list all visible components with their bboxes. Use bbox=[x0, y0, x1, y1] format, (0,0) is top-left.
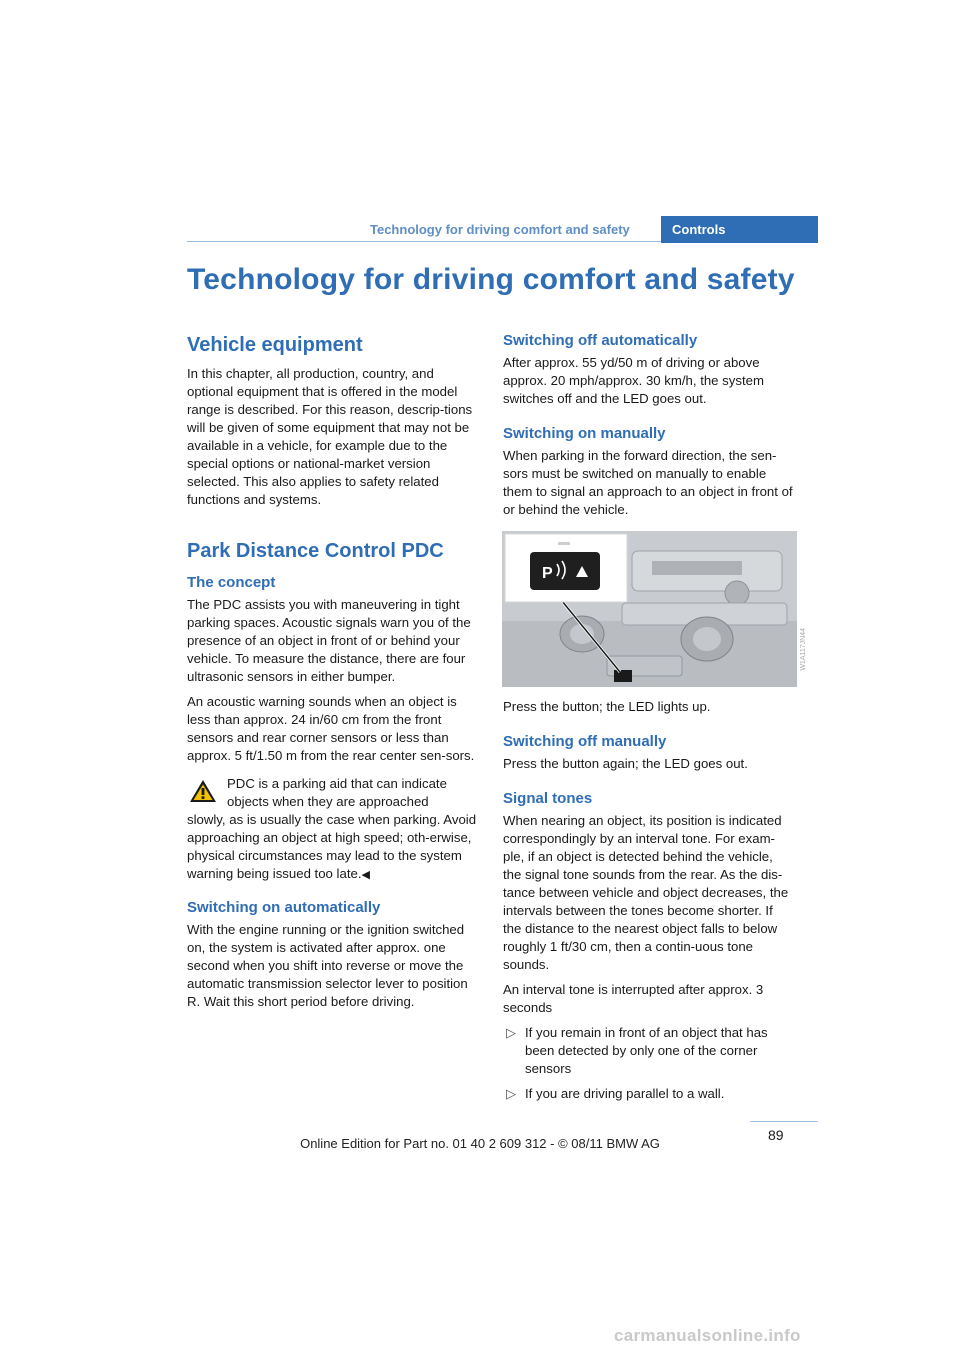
switching-on-automatically-text: With the engine running or the ignition switched on, the system is activated after approx. one second when you shift into reverse or move the automatic transmission selector lever to position R. Wait this short period before driving. bbox=[187, 922, 468, 1009]
pdc-button-label: P bbox=[542, 565, 553, 582]
warning-text-first: PDC is a parking aid that can indicate objects when they are approached bbox=[227, 776, 447, 809]
right-column-top bbox=[503, 331, 794, 526]
header-rule bbox=[187, 241, 661, 242]
figure-caption: Press the button; the LED lights up. bbox=[503, 699, 711, 714]
heading-switching-off-automatically: Switching off automatically bbox=[503, 332, 698, 349]
running-header-tab: Controls bbox=[661, 216, 818, 243]
center-console-image bbox=[502, 531, 797, 687]
left-column bbox=[187, 333, 478, 1018]
watermark: carmanualsonline.info bbox=[614, 1326, 801, 1345]
switching-off-manually-text: Press the button again; the LED goes out. bbox=[503, 756, 748, 771]
heading-switching-on-manually: Switching on manually bbox=[503, 425, 666, 442]
right-column-bottom bbox=[503, 698, 794, 1110]
page-number-rule bbox=[750, 1121, 818, 1122]
warning-text-rest: slowly, as is usually the case when parking. Avoid approaching an object at high speed; oth-erwise, physical circumstances may lead to the system warning being issued too late. bbox=[187, 812, 477, 881]
list-item-text: If you are driving parallel to a wall. bbox=[525, 1086, 725, 1101]
heading-switching-on-automatically: Switching on automatically bbox=[187, 899, 381, 916]
warning-triangle-icon bbox=[189, 779, 217, 803]
list-item bbox=[503, 1085, 794, 1103]
switching-on-manually-text: When parking in the forward direction, the sen-sors must be switched on manually to enable them to signal an approach to an object in front of or behind the vehicle. bbox=[503, 448, 793, 517]
page-number: 89 bbox=[768, 1127, 784, 1143]
concept-paragraph-2: An acoustic warning sounds when an object is less than approx. 24 in/60 cm from the front sensors and rear corner sensors or less than approx. 5 ft/1.50 m from the rear center sen-sors. bbox=[187, 694, 475, 763]
heading-switching-off-manually: Switching off manually bbox=[503, 733, 667, 750]
end-mark: ◀ bbox=[361, 869, 370, 881]
heading-concept: The concept bbox=[187, 574, 276, 591]
warning-text-rest-wrap bbox=[187, 811, 478, 884]
list-item bbox=[503, 1024, 794, 1078]
heading-pdc: Park Distance Control PDC bbox=[187, 540, 444, 562]
footer-edition: Online Edition for Part no. 01 40 2 609 312 - © 08/11 BMW AG bbox=[300, 1136, 660, 1151]
running-header-section: Technology for driving comfort and safety bbox=[370, 222, 630, 237]
pdc-button-figure bbox=[502, 531, 797, 687]
heading-signal-tones: Signal tones bbox=[503, 790, 593, 807]
concept-paragraph-1: The PDC assists you with maneuvering in tight parking spaces. Acoustic signals warn you of the presence of an object in front of or behind your vehicle. To measure the distance, there are four ultrasonic sensors in either bumper. bbox=[187, 597, 471, 684]
heading-vehicle-equipment: Vehicle equipment bbox=[187, 334, 363, 356]
bullet-marker-icon: ▷ bbox=[506, 1025, 517, 1040]
page-title: Technology for driving comfort and safety bbox=[187, 263, 795, 296]
list-item-text: If you remain in front of an object that has been detected by only one of the corner sensors bbox=[525, 1025, 768, 1076]
signal-tones-paragraph-2: An interval tone is interrupted after approx. 3 seconds bbox=[503, 982, 764, 1015]
figure-code: W1A117JN44 bbox=[800, 628, 807, 671]
warning-note bbox=[187, 775, 478, 884]
vehicle-equipment-text: In this chapter, all production, country, and optional equipment that is offered in the model range is described. For this reason, descrip-tions will be given of some equipment that may not be available in a vehicle, for example due to the special options or national-market version selected. This also applies to safety related functions and systems. bbox=[187, 366, 473, 507]
bullet-marker-icon: ▷ bbox=[506, 1086, 517, 1101]
switching-off-automatically-text: After approx. 55 yd/50 m of driving or above approx. 20 mph/approx. 30 km/h, the system switches off and the LED goes out. bbox=[503, 355, 764, 406]
signal-tones-paragraph-1: When nearing an object, its position is indicated correspondingly by an interval tone. For exam-ple, if an object is detected behind the vehicle, the signal tone sounds from the rear. As the dis-tance between vehicle and object decreases, the intervals between the tones become shorter. If the distance to the nearest object falls to below roughly 1 ft/30 cm, then a contin-uous tone sounds. bbox=[503, 813, 789, 972]
